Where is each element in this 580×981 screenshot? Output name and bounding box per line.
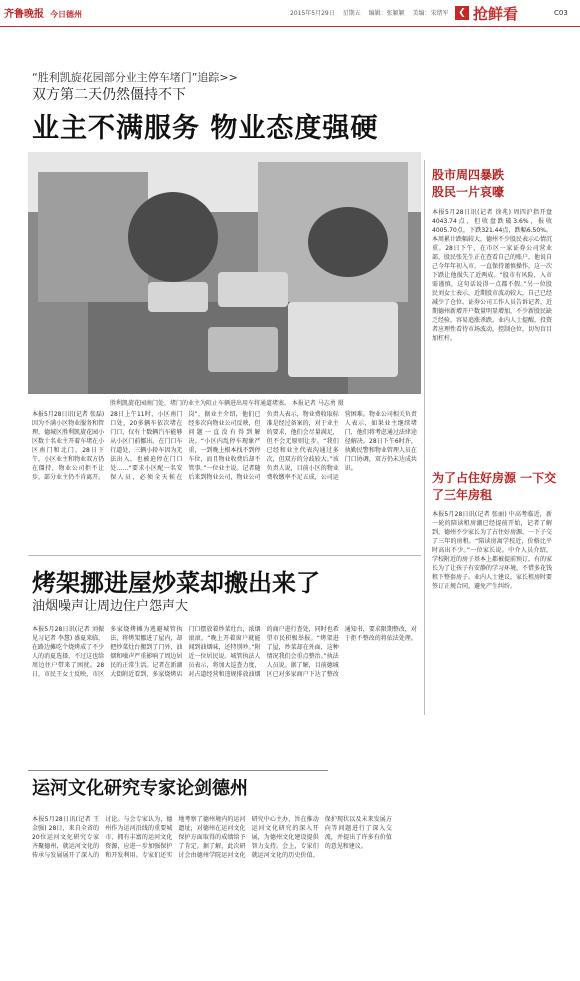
section-divider [28,555,421,556]
lead-kicker: “胜利凯旋花园部分业主停车堵门”追踪>> [32,71,238,84]
editor-credit: 编辑：张颖颖 [368,10,405,17]
issue-weekday: 星期五 [342,10,361,17]
page-number: C03 [554,9,568,17]
sidebar1-headline: 股市周四暴跌 股民一片哀嚎 [432,168,505,199]
story3-headline: 运河文化研究专家论剑德州 [32,778,248,799]
logo-sub: 今日德州 [50,9,82,19]
newspaper-logo [4,5,82,20]
photo-tree [128,192,218,282]
photo-car [148,282,208,312]
section-banner [455,3,518,23]
photo-caption: 胜利凯旋花园南门处，堵门的业主为阻止车辆进出用车将通道堵塞。 本报记者 马志勇 摄 [110,400,344,407]
sidebar2-headline: 为了占住好房源 一下交了三年房租 [432,471,557,502]
designer-credit: 美编：宋绪军 [412,10,449,17]
page-header [0,0,580,27]
logo-text: 齐鲁晚报 [4,9,44,20]
sidebar2-body: 本报5月28日讯(记者 张丽) 中高考临近，新一轮的陪读租房潮已经提前开始，记者了解到，德州不少家长为了占住好房源，一下子交了三年的房租。“陪读房离学校近，价格比平时高出不少。”一位家长说。中介人员介绍，学校附近的房子基本上都被提前预订，有的家长为了让孩子有安静的学习环境，不惜多花钱租下整套房子。业内人士建议，家长租房时要签订正规合同，避免产生纠纷。 [432,511,552,590]
issue-date: 2015年5月29日 [290,10,335,17]
photo-car [208,327,278,372]
column-divider [424,160,425,715]
section-flag-icon: ❮ [455,6,469,20]
section-title: 抢鲜看 [473,4,519,23]
photo-car [288,302,398,377]
story2-body: 本报5月28日讯(记者 刘振 见习记者 李慧) 盛夏来临，在路边摊吃个烧烤成了不少人的消夏选择，不过这也给周边住户带来了困扰。28日，市民王女士反映，市区多家烧烤摊为逃避城管执法，将烤架挪进了屋内，却把炒菜灶台搬到了门外，油烟和噪声严重影响了周边居民的正常生活。记者在新湖大街附近看到，多家烧烤店门口摆放着炒菜灶台，浓烟滚滚。“晚上开着窗户就能闻到油烟味，还特别吵。”附近一位居民说。城管执法人员表示，将加大巡查力度，对占道经营和违规排放油烟的商户进行查处，同时也希望市民积极举报。“烤架进了屋，炒菜却在外面，这种情况我们会重点整治。”执法人员说。据了解，目前德城区已对多家商户下达了整改通知书，要求限期整改，对于拒不整改的将依法处理。 [32,626,417,678]
lead-headline: 业主不满服务 物业态度强硬 [32,113,379,144]
sidebar1-body: 本报5月28日讯(记者 徐兆) 周四沪指开盘4043.74点，但收盘跌破3.6%，报收4005.70点，下跌321.44点，跌幅6.50%。本周累计跌幅较大，德州不少股民表示心情沉重。28日下午，在市区一家证券公司营业部，股民张先生正在查看自己的账户，他说自己今年年初入市，一直保持谨慎操作，这一次下跌让他损失了近两成。“股市有风险，入市需谨慎，这句话说得一点都不假。”另一位股民刘女士表示，近期股市波动较大，自己已经减少了仓位。证券公司工作人员告诉记者，近期德州新增开户数量明显增加，不少新股民缺乏经验，容易追涨杀跌。业内人士提醒，投资者应理性看待市场波动，控制仓位，切勿盲目加杠杆。 [432,209,552,342]
photo-car [218,272,288,307]
lead-photo [28,152,421,394]
story3-body: 本报5月28日讯(记者 王金强) 28日，来自全省的20位运河文化研究专家齐聚德州，就运河文化的传承与发展展开了深入的讨论。与会专家认为，德州作为运河沿线的重要城市，拥有丰富的运河文化资源，应进一步加强保护和开发利用。专家们还实地考察了德州境内的运河遗址，对德州在运河文化保护方面取得的成绩给予了肯定。据了解，此次研讨会由德州学院运河文化研究中心主办，旨在推动运河文化研究的深入开展，为德州文化建设提供智力支持。会上，专家们就运河文化的历史价值、保护现状以及未来发展方向等问题进行了深入交流，并提出了许多有价值的意见和建议。 [32,816,392,859]
lead-subhead: 双方第二天仍然僵持不下 [32,87,186,103]
photo-tree [308,207,388,277]
lead-body: 本报5月28日讯(记者 张磊) 因为不满小区物业服务和管理，德城区胜利凯旋花园小区数十名业主开着车堵在小区南门和北门，28日下午，小区业主和物业双方仍在僵持，物业公司拒不让步，部分业主仍不肯离开。28日上午11时，小区南门口处，20多辆车依次堵在门口，仅有十数辆汽车能够从小区门前挪出，在门口车行道处，三辆小轿车因为无法出入，也被迫停在门口处……“要求小区配一名安保人员，必须全天候在岗”，据业主介绍，他们已经多次向物业公司反映，但问题一直没有得到解决。“小区内乱停车现象严重，一到晚上根本找不到停车位，而且物业收费后却不管事。”一位业主说。记者随后来到物业公司，物业公司负责人表示，物业费收取标准是经过备案的，对于业主的要求，他们会尽量满足，但不会无原则让步。“我们已经和业主代表沟通过多次，但双方的分歧较大。”该负责人说，目前小区的物业费收缴率不足五成，公司运营困难。物业公司相关负责人表示，如果业主继续堵门，他们将考虑通过法律途径解决。28日下午6时许，执勤民警和物业管理人员在门口协调，双方仍未达成共识。 [32,411,417,481]
story2-headline: 烤架挪进屋炒菜却搬出来了 [32,569,320,597]
issue-meta [290,8,455,17]
story2-subhead: 油烟噪声让周边住户怨声大 [32,599,189,614]
